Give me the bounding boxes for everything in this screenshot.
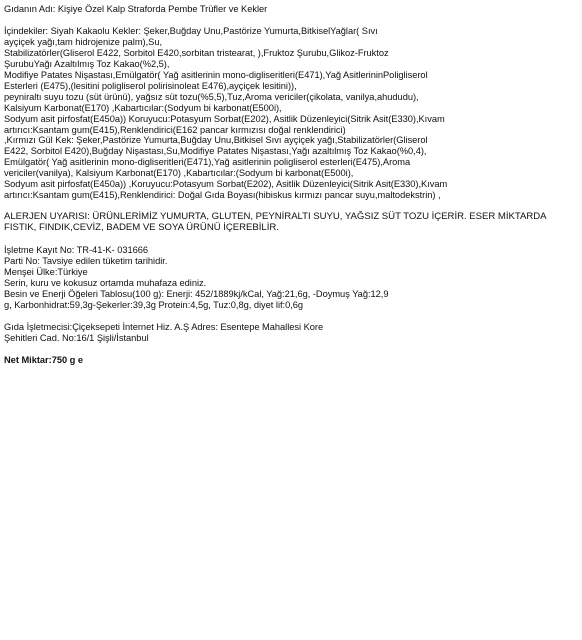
food-operator-block [4, 322, 578, 344]
ingredients-line: Kalsiyum Karbonat(E170) ,Kabartıcılar:(Sodyum bi karbonat(E500i), [4, 102, 282, 113]
spacer [4, 234, 578, 245]
spacer [4, 344, 578, 355]
spacer [4, 15, 578, 26]
ingredients-line: İçindekiler: Siyah Kakaolu Kekler: Şeker,Buğday Unu,Pastörize Yumurta,BitkiselYağlar( Sıvı [4, 25, 378, 36]
allergen-line: ALERJEN UYARISI: ÜRÜNLERİMİZ YUMURTA, GLUTEN, PEYNİRALTI SUYU, YAĞSIZ SÜT TOZU İÇERİR. ESER MİKTARDA [4, 211, 547, 223]
allergen-line: FISTIK, FINDIK,CEVİZ, BADEM VE SOYA ÜRÜNÜ İÇEREBİLİR. [4, 222, 279, 234]
batch-number: Parti No: Tavsiye edilen tüketim tarihidir. [4, 256, 168, 267]
ingredients-line: Sodyum asit pirfosfat(E450a)) ,Koruyucu:Potasyum Sorbat(E202), Asitlik Düzenleyici(Sitrik Asit(E330),Kıvam [4, 179, 448, 190]
registration-number: İşletme Kayıt No: TR-41-K- 031666 [4, 245, 149, 256]
ingredients-line: Modifiye Patates Nişastası,Emülgatör( Yağ asitlerinin mono-digliseritleri(E471),Yağ AsitlerininPoligliserol [4, 69, 428, 80]
spacer [4, 311, 578, 322]
ingredients-line: ,Kırmızı Gül Kek: Şeker,Pastörize Yumurta,Buğday Unu,Bitkisel Sıvı ayçiçek yağı,Stabilizatörler(Gliserol [4, 135, 428, 146]
net-weight: Net Miktar:750 g e [4, 354, 84, 365]
product-name-line: Gıdanın Adı: Kişiye Özel Kalp Straforda Pembe Trüfler ve Kekler [4, 4, 268, 14]
ingredients-line: artırıcı:Ksantam gum(E415),Renklendirici(E162 pancar kırmızısı doğal renklendirici) [4, 124, 346, 135]
product-info-block [4, 245, 578, 311]
ingredients-line: Emülgatör( Yağ asitlerinin mono-digliseritleri(E471),Yağ asitlerinin poligliserol esterleri(E475),Aroma [4, 157, 411, 168]
ingredients-line: artırıcı:Ksantam gum(E415),Renklendirici: Doğal Gıda Boyası(hibiskus kırmızı pancar suyu,maltodekstrin) , [4, 190, 441, 201]
operator-address: Şehitleri Cad. No:16/1 Şişli/İstanbul [4, 332, 149, 343]
ingredients-line: Esterleri (E475),(lesitini poligliserol polirisinoleat E476),ayçiçek lesitini)), [4, 80, 297, 91]
nutrition-facts-line: g, Karbonhidrat:59,3g-Şekerler:39,3g Protein:4,5g, Tuz:0,8g, diyet lif:0,6g [4, 299, 304, 310]
operator-line: Gıda İşletmecisi:Çiçeksepeti İnternet Hiz. A.Ş Adres: Esentepe Mahallesi Kore [4, 321, 324, 332]
origin-country: Menşei Ülke:Türkiye [4, 267, 88, 278]
ingredients-line: Sodyum asit pirfosfat(E450a)) Koruyucu:Potasyum Sorbat(E202), Asitlik Düzenleyici(Sitrik Asit(E330),Kıvam [4, 113, 445, 124]
allergen-warning [4, 212, 578, 234]
ingredients-line: ayçiçek yağı,tam hidrojenize palm),Su, [4, 36, 163, 47]
ingredients-line: peyniraltı suyu tozu (süt ürünü), yağsız süt tozu(%5,5),Tuz,Aroma vericiler(çikolata, vanilya,ahududu), [4, 91, 419, 102]
product-label-document [4, 4, 578, 366]
nutrition-facts-line: Besin ve Enerji Öğeleri Tablosu(100 g): Enerji: 452/1889kj/kCal, Yağ:21,6g, -Doymuş Yağ:12,9 [4, 288, 389, 299]
ingredients-block [4, 26, 578, 201]
ingredients-line: Stabilizatörler(Gliserol E422, Sorbitol E420,sorbitan tristearat, ),Fruktoz Şurubu,Glikoz-Fruktoz [4, 47, 389, 58]
ingredients-line: ŞurubuYağı Azaltılmış Toz Kakao(%2,5), [4, 58, 170, 69]
ingredients-line: E422, Sorbitol E420),Buğday Nişastası,Su,Modifiye Patates Nişastası,Yağı azaltılmış Toz Kakao(%0,4), [4, 146, 427, 157]
ingredients-line: vericiler(vanilya), Kalsiyum Karbonat(E170) ,Kabartıcılar:(Sodyum bi karbonat(E500i), [4, 168, 354, 179]
storage-instructions: Serin, kuru ve kokusuz ortamda muhafaza ediniz. [4, 277, 207, 288]
